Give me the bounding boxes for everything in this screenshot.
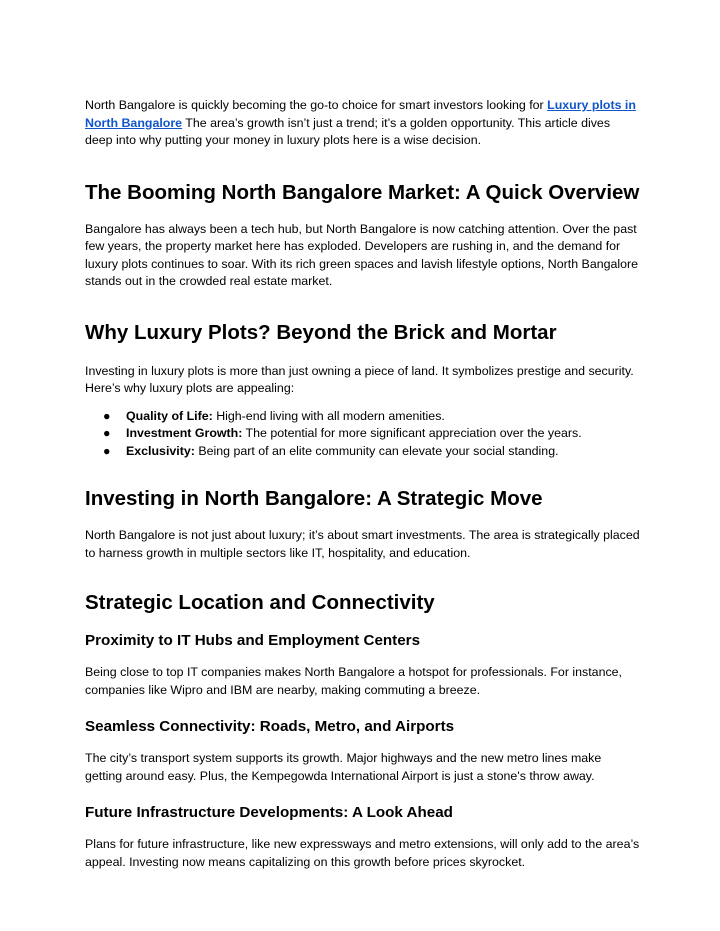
section-body-strategic-move: North Bangalore is not just about luxury; it’s about smart investments. The area is strategically placed to harness growth in multiple sectors like IT, hospitality, and education. [85,528,640,560]
subsection-heading-it-hubs: Proximity to IT Hubs and Employment Centers [85,632,421,649]
bullet-label: Investment Growth: [126,426,243,440]
section-body-why-luxury-plots: Investing in luxury plots is more than just owning a piece of land. It symbolizes prestige and security. Here’s why luxury plots are appealing: [85,363,634,395]
list-item [85,408,640,426]
luxury-plots-link[interactable]: Luxury plots in North Bangalore [85,98,636,130]
section-heading-why-luxury-plots: Why Luxury Plots? Beyond the Brick and Mortar [85,320,557,344]
subsection-body-future-infrastructure: Plans for future infrastructure, like new expressways and metro extensions, will only add to the area’s appeal. Investing now means capitalizing on this growth before prices skyrocket. [85,837,640,869]
section-heading-strategic-move: Investing in North Bangalore: A Strategic Move [85,487,543,510]
section-body-market-overview: Bangalore has always been a tech hub, but North Bangalore is now catching attention. Over the past few years, the property market here has exploded. Developers are rushing in, and the demand for luxury plots continues to soar. With its rich green spaces and lavish lifestyle options, North Bangalore stands out in the crowded real estate market. [85,221,639,288]
bullet-marker: ● [103,443,111,458]
bullet-marker: ● [103,426,111,440]
list-item [85,443,640,461]
subsection-body-connectivity: The city’s transport system supports its growth. Major highways and the new metro lines make getting around easy. Plus, the Kempegowda International Airport is just a stone's throw away. [85,751,602,783]
bullet-text: The potential for more significant appreciation over the years. [242,426,582,440]
bullet-marker: ● [103,408,111,423]
subsection-body-it-hubs: Being close to top IT companies makes North Bangalore a hotspot for professionals. For instance, companies like Wipro and IBM are nearby, making commuting a breeze. [85,665,622,697]
subsection-heading-connectivity: Seamless Connectivity: Roads, Metro, and Airports [85,718,455,735]
subsection-heading-future-infrastructure: Future Infrastructure Developments: A Look Ahead [85,804,453,821]
bullet-text: High-end living with all modern amenities. [212,408,445,423]
bullet-text: Being part of an elite community can elevate your social standing. [194,443,559,458]
list-item [85,425,640,443]
bullet-label: Quality of Life: [126,408,213,423]
intro-text-after: The area’s growth isn’t just a trend; it’s a golden opportunity. This article dives deep into why putting your money in luxury plots here is a wise decision. [85,115,611,147]
section-heading-location-connectivity: Strategic Location and Connectivity [85,591,435,614]
intro-text-before: North Bangalore is quickly becoming the go-to choice for smart investors looking for [85,98,548,112]
intro-paragraph [85,97,640,150]
document-page [85,97,640,871]
section-heading-market-overview: The Booming North Bangalore Market: A Quick Overview [85,180,640,204]
bullet-label: Exclusivity: [126,443,195,458]
benefits-list [85,408,640,461]
